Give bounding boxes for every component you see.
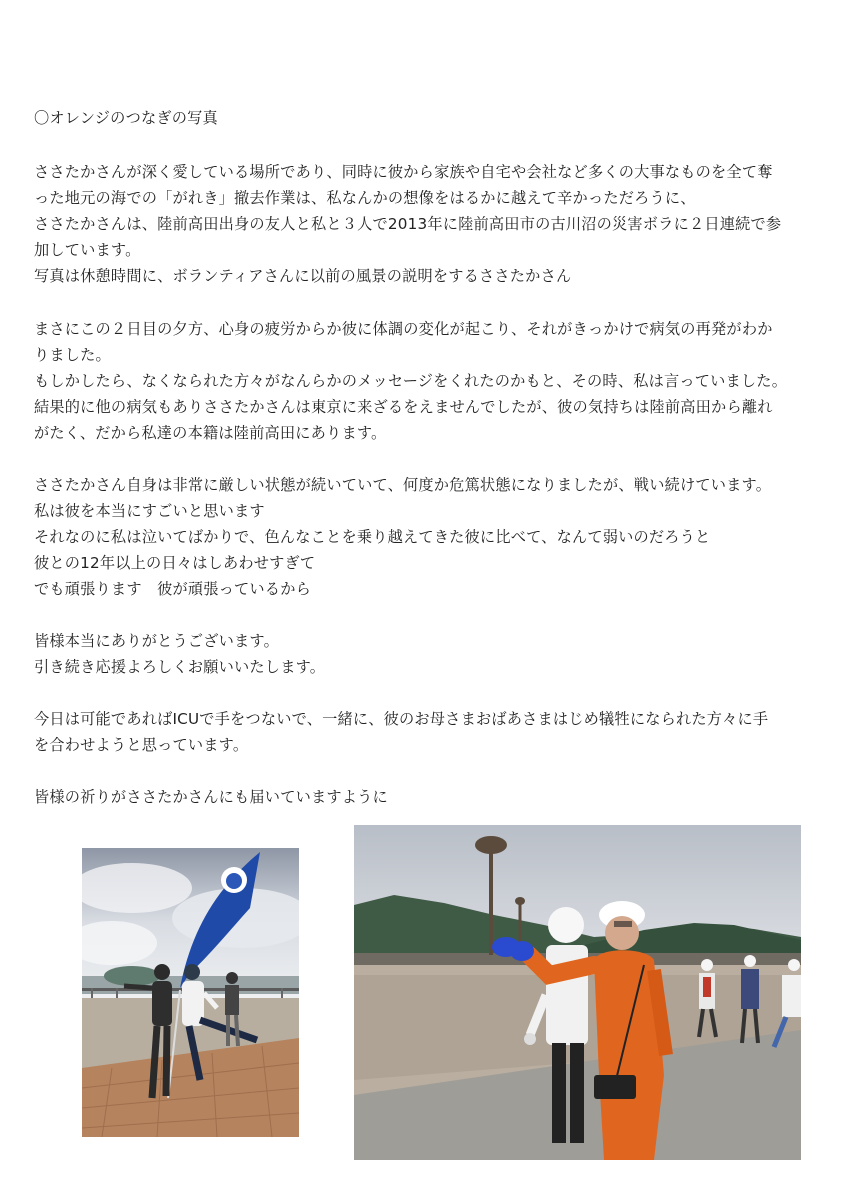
paragraph-2-line-4: 結果的に他の病気もありささたかさんは東京に来ざるをえませんでしたが、彼の気持ちは陸前高田から離れ [34, 398, 773, 416]
paragraph-1-line-3: ささたかさんは、陸前高田出身の友人と私と３人で2013年に陸前高田市の古川沼の災害ボラに２日連続で参 [34, 215, 782, 233]
heading: 〇オレンジのつなぎの写真 [34, 109, 218, 127]
paragraph-2-line-5: がたく、だから私達の本籍は陸前高田にあります。 [34, 424, 387, 442]
paragraph-1-line-4: 加しています。 [34, 241, 141, 259]
paragraph-2-line-1: まさにこの２日目の夕方、心身の疲労からか彼に体調の変化が起こり、それがきっかけで病気の再発がわか [34, 320, 773, 338]
paragraph-6-line-1: 皆様の祈りがささたかさんにも届いていますように [34, 788, 388, 806]
photo-beach-volunteers [354, 825, 801, 1160]
paragraph-2-line-2: りました。 [34, 346, 111, 364]
paragraph-2-line-3: もしかしたら、なくなられた方々がなんらかのメッセージをくれたのかもと、その時、私は言っていました。 [34, 372, 788, 390]
paragraph-4-line-2: 引き続き応援よろしくお願いいたします。 [34, 658, 326, 676]
paragraph-3-line-2: 私は彼を本当にすごいと思います [34, 502, 265, 520]
photo-promenade [82, 848, 299, 1137]
paragraph-3-line-5: でも頑張ります 彼が頑張っているから [34, 580, 311, 598]
paragraph-1-line-2: った地元の海での「がれき」撤去作業は、私なんかの想像をはるかに越えて辛かっただろうに、 [34, 189, 696, 207]
paragraph-3-line-1: ささたかさん自身は非常に厳しい状態が続いていて、何度か危篤状態になりましたが、戦い続けています。 [34, 476, 772, 494]
paragraph-1-line-1: ささたかさんが深く愛している場所であり、同時に彼から家族や自宅や会社など多くの大事なものを全て奪 [34, 163, 773, 181]
paragraph-5-line-2: を合わせようと思っています。 [34, 736, 249, 754]
paragraph-4-line-1: 皆様本当にありがとうございます。 [34, 632, 279, 650]
paragraph-3-line-4: 彼との12年以上の日々はしあわせすぎて [34, 554, 316, 572]
paragraph-5-line-1: 今日は可能であればICUで手をつないで、一緒に、彼のお母さまおばあさまはじめ犠牲になられた方々に手 [34, 710, 769, 728]
paragraph-1-line-5: 写真は休憩時間に、ボランティアさんに以前の風景の説明をするささたかさん [34, 267, 572, 285]
paragraph-3-line-3: それなのに私は泣いてばかりで、色んなことを乗り越えてきた彼に比べて、なんて弱いのだろうと [34, 528, 711, 546]
